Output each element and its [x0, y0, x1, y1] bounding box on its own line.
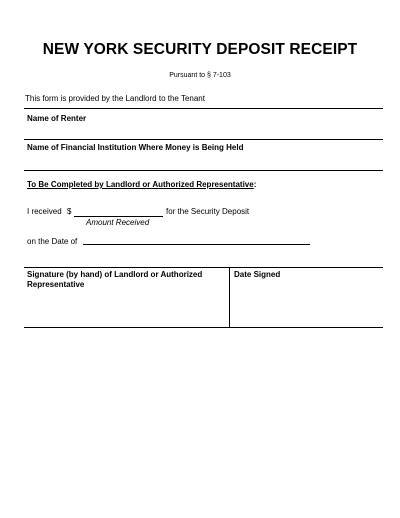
- date-prefix: on the Date of: [27, 237, 78, 246]
- received-suffix: for the Security Deposit: [166, 207, 250, 216]
- amount-received-field[interactable]: [74, 216, 163, 217]
- intro-text: This form is provided by the Landlord to the Tenant: [25, 94, 205, 103]
- deposit-date-field[interactable]: [83, 244, 310, 245]
- amount-received-caption: Amount Received: [86, 218, 150, 227]
- signature-label: Signature (by hand) of Landlord or Authorized Representative: [27, 270, 203, 289]
- landlord-section-heading-text: To Be Completed by Landlord or Authorized Representative: [27, 180, 254, 189]
- signature-box-bottom-rule: [24, 327, 383, 328]
- currency-symbol: $: [67, 207, 72, 216]
- signature-box-divider: [229, 267, 230, 327]
- form-title: NEW YORK SECURITY DEPOSIT RECEIPT: [42, 41, 358, 58]
- date-signed-label: Date Signed: [234, 270, 281, 279]
- landlord-section-heading-colon: :: [253, 180, 257, 189]
- landlord-section-top-rule: [24, 170, 383, 171]
- financial-institution-label: Name of Financial Institution Where Money is Being Held: [27, 143, 244, 152]
- institution-top-rule: [24, 139, 383, 140]
- received-prefix: I received: [27, 207, 62, 216]
- signature-box-top-rule: [24, 267, 383, 268]
- renter-top-rule: [24, 108, 383, 109]
- form-subtitle: Pursuant to § 7-103: [169, 72, 231, 79]
- landlord-section-heading: [27, 180, 256, 189]
- renter-name-label: Name of Renter: [27, 114, 87, 123]
